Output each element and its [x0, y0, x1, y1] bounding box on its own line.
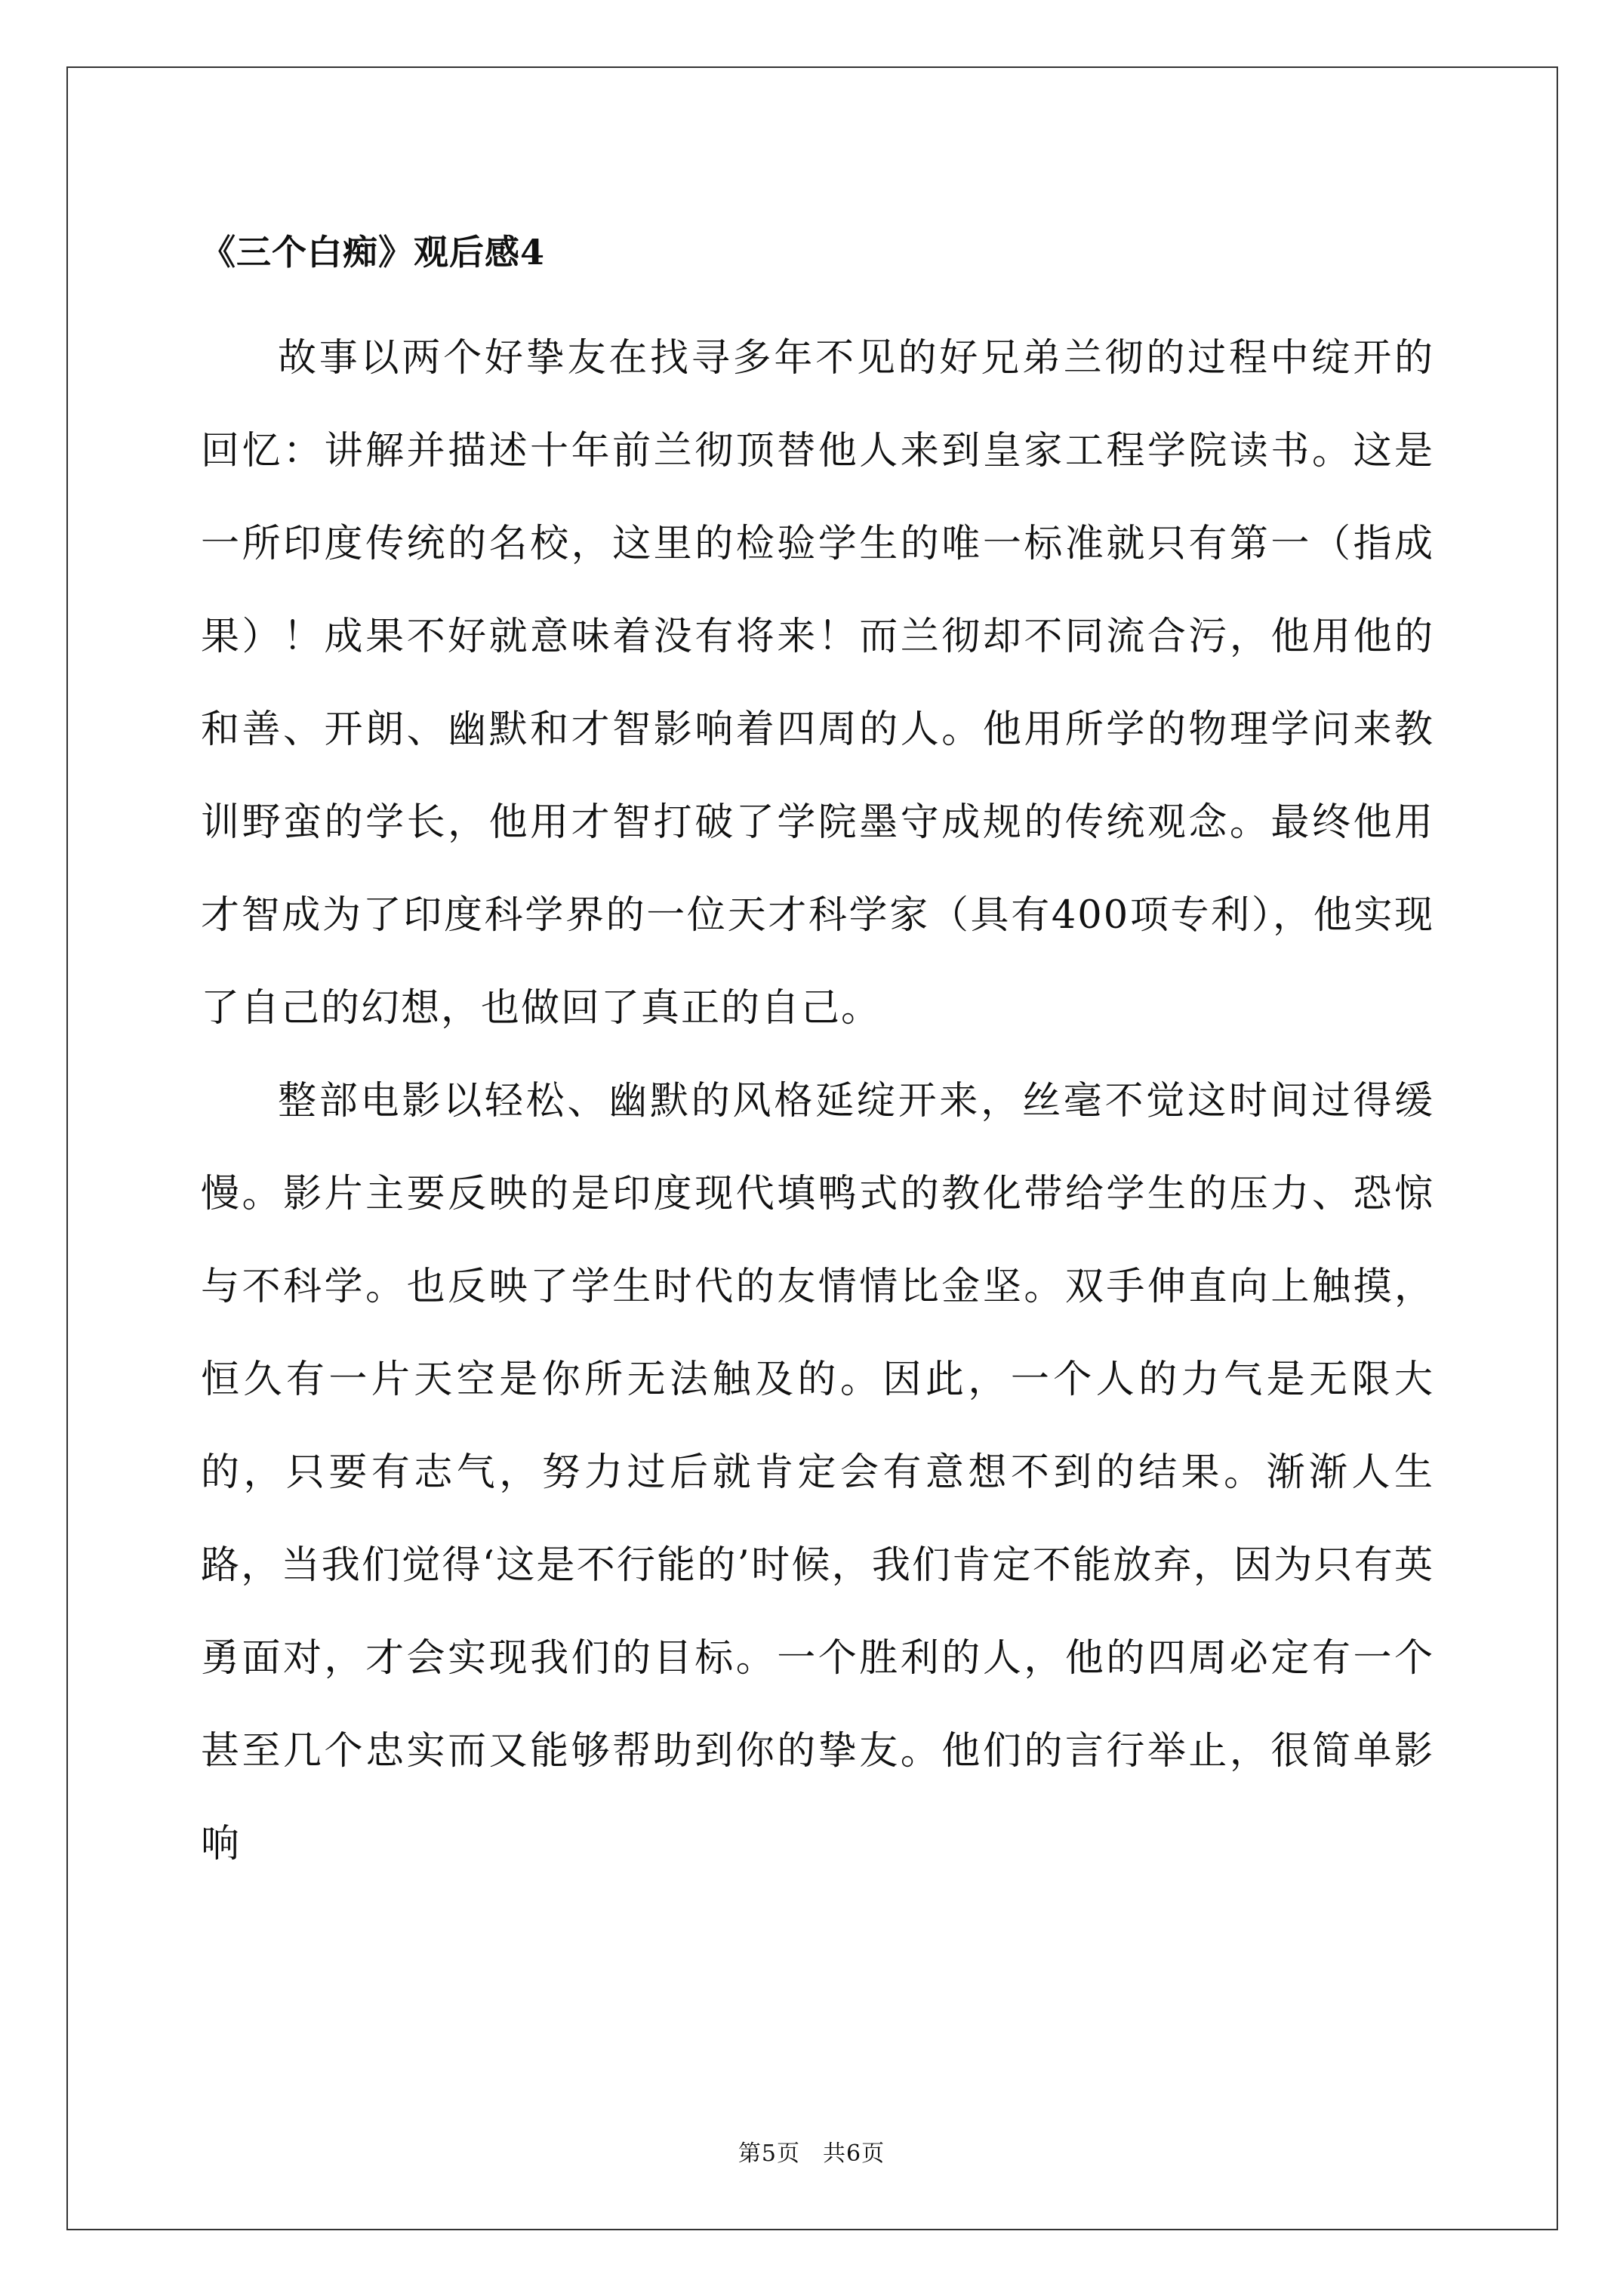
page-footer — [0, 2139, 1623, 2169]
document-body — [201, 219, 1434, 1891]
paragraph-1: 故事以两个好挚友在找寻多年不见的好兄弟兰彻的过程中绽开的回忆：讲解并描述十年前兰彻顶替他人来到皇家工程学院读书。这是一所印度传统的名校，这里的检验学生的唯一标准就只有第一（指成果）！成果不好就意味着没有将来！而兰彻却不同流合污，他用他的和善、开朗、幽默和才智影响着四周的人。他用所学的物理学问来教训野蛮的学长，他用才智打破了学院墨守成规的传统观念。最终他用才智成为了印度科学界的一位天才科学家（具有400项专利），他实现了自己的幻想，也做回了真正的自己。 — [201, 336, 1434, 1031]
page-number-total: 共6页 — [823, 2140, 885, 2167]
paragraph-2: 整部电影以轻松、幽默的风格延绽开来，丝毫不觉这时间过得缓慢。影片主要反映的是印度现代填鸭式的教化带给学生的压力、恐惊与不科学。也反映了学生时代的友情情比金坚。双手伸直向上触摸，恒久有一片天空是你所无法触及的。因此，一个人的力气是无限大的，只要有志气，努力过后就肯定会有意想不到的结果。渐渐人生路，当我们觉得‘这是不行能的’时候，我们肯定不能放弃，因为只有英勇面对，才会实现我们的目标。一个胜利的人，他的四周必定有一个甚至几个忠实而又能够帮助到你的挚友。他们的言行举止，很简单影响 — [201, 1079, 1434, 1866]
document-title: 《三个白痴》观后感4 — [201, 232, 546, 273]
page-number-current: 第5页 — [738, 2140, 800, 2167]
